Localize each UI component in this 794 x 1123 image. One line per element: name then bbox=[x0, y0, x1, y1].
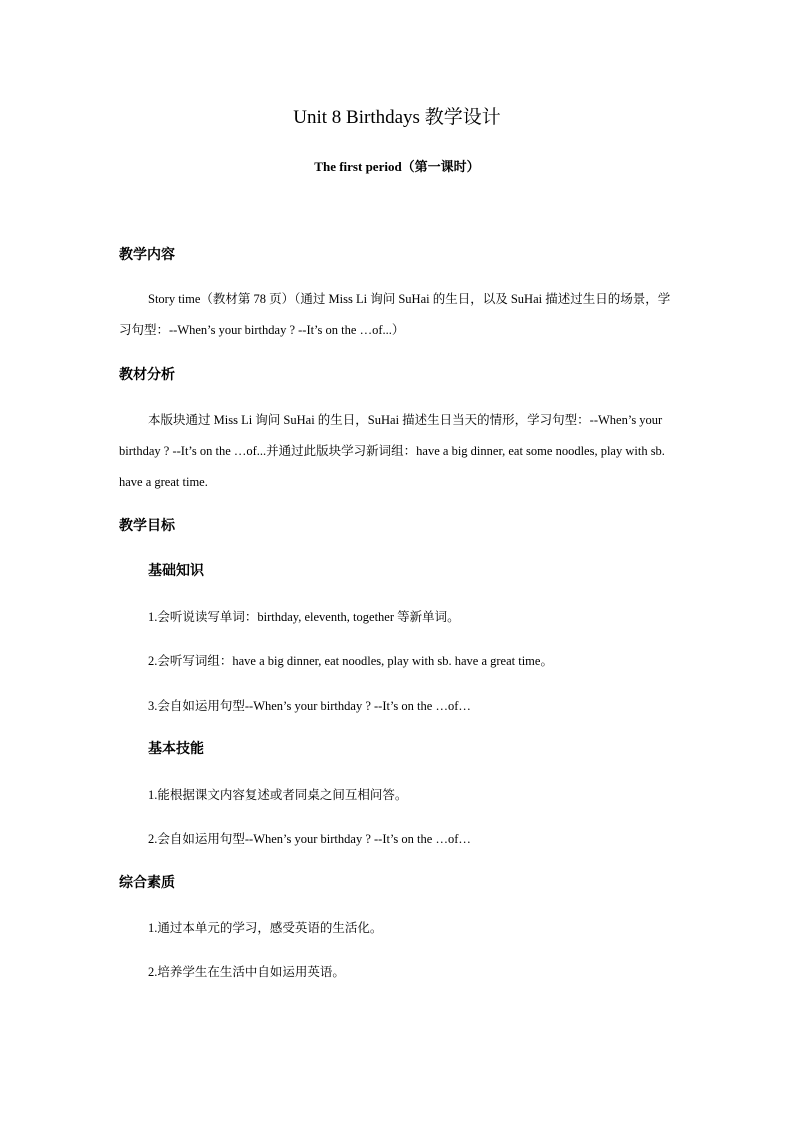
section-heading-goals: 教学目标 bbox=[119, 519, 175, 534]
list-item: 1.能根据课文内容复述或者同桌之间互相问答。 bbox=[148, 788, 408, 802]
section-heading-analysis: 教材分析 bbox=[119, 368, 175, 383]
list-item: 3.会自如运用句型--When’s your birthday ? --It’s on the …of… bbox=[148, 699, 471, 713]
subheading-basic-knowledge: 基础知识 bbox=[148, 564, 204, 579]
list-item: 2.会自如运用句型--When’s your birthday ? --It’s on the …of… bbox=[148, 832, 471, 846]
list-item: 2.培养学生在生活中自如运用英语。 bbox=[148, 965, 345, 979]
section-heading-quality: 综合素质 bbox=[119, 876, 175, 891]
section-text-content: Story time（教材第 78 页）（通过 Miss Li 询问 SuHai 的生日，以及 SuHai 描述过生日的场景，学习句型：--When’s your birthday ? --It’s on the …of...） bbox=[119, 292, 671, 337]
document-subtitle: The first period（第一课时） bbox=[314, 159, 480, 174]
list-item: 2.会听写词组：have a big dinner, eat noodles, play with sb. have a great time。 bbox=[148, 654, 553, 668]
list-item: 1.通过本单元的学习，感受英语的生活化。 bbox=[148, 921, 383, 935]
section-text-analysis: 本版块通过 Miss Li 询问 SuHai 的生日，SuHai 描述生日当天的情形，学习句型：--When’s your birthday ? --It’s on the …of...并通过此版块学习新词组：have a big dinner, eat some noodles, play with sb. have a great time. bbox=[119, 413, 665, 489]
section-heading-content: 教学内容 bbox=[119, 248, 175, 263]
document-title: Unit 8 Birthdays 教学设计 bbox=[293, 107, 501, 128]
list-item: 1.会听说读写单词：birthday, eleventh, together 等新单词。 bbox=[148, 610, 460, 624]
subheading-basic-skills: 基本技能 bbox=[148, 742, 204, 757]
